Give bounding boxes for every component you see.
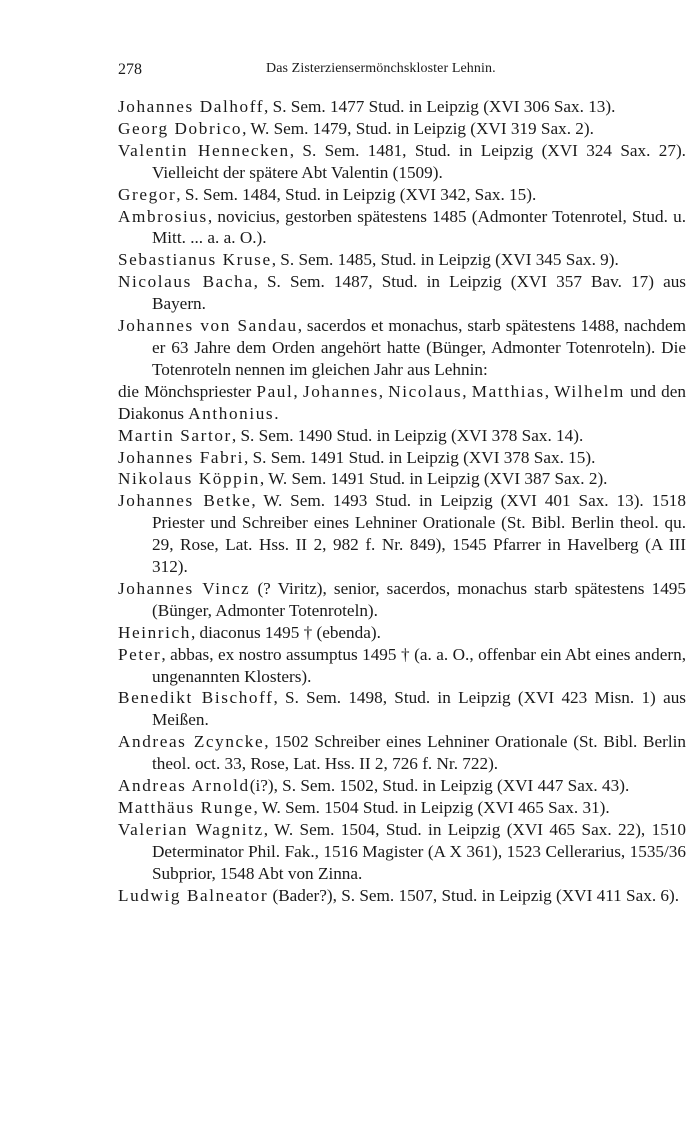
- entry-text: (? Viritz), senior, sacerdos, monachus starb spätestens 1495 (Bünger, Admonter Totenroteln).: [152, 578, 686, 620]
- entry-name: Gregor: [118, 184, 177, 204]
- entry-text: , sacerdos et monachus, starb spätestens 1488, nachdem er 63 Jahre dem Orden angehört hatte (Bünger, Admonter Totenroteln). Die Totenroteln nennen im gleichen Jahr aus Lehnin:: [152, 316, 686, 379]
- entry: [118, 96, 686, 118]
- entry-text: , W. Sem. 1504 Stud. in Leipzig (XVI 465 Sax. 31).: [253, 798, 610, 817]
- page-header: [118, 61, 686, 85]
- entry-name: Georg Dobrico: [118, 118, 243, 138]
- name-separator: ,: [544, 381, 555, 401]
- entry: [118, 644, 686, 688]
- entry-name: Johannes Vincz: [118, 578, 251, 598]
- entry: [118, 687, 686, 731]
- entry: [118, 622, 686, 644]
- name-separator: ,: [462, 381, 472, 401]
- continuation-intro: die Mönchspriester: [118, 381, 257, 401]
- entry-text: , S. Sem. 1498, Stud. in Leipzig (XVI 423 Misn. 1) aus Meißen.: [152, 688, 686, 730]
- entry-name: Nicolaus Bacha: [118, 272, 254, 292]
- entry: [118, 184, 686, 206]
- entry-text: , diaconus 1495 † (ebenda).: [190, 622, 381, 642]
- monk-name: Paul: [256, 381, 294, 401]
- entry: [118, 797, 686, 819]
- entry: [118, 468, 686, 490]
- entry-text: , S. Sem. 1481, Stud. in Leipzig (XVI 324 Sax. 27). Vielleicht der spätere Abt Valentin (1509).: [152, 140, 686, 182]
- entry: [118, 206, 686, 250]
- entry-text: , S. Sem. 1484, Stud. in Leipzig (XVI 342, Sax. 15).: [176, 184, 537, 204]
- entry: [118, 447, 686, 469]
- entry-text: , S. Sem. 1477 Stud. in Leipzig (XVI 306 Sax. 13).: [264, 97, 616, 116]
- entry-name: Heinrich: [118, 622, 191, 642]
- entry-text: , W. Sem. 1491 Stud. in Leipzig (XVI 387 Sax. 2).: [259, 469, 608, 489]
- entry-name: Valentin Hennecken: [118, 140, 290, 160]
- entry-text: , 1502 Schreiber eines Lehniner Orationale (St. Bibl. Berlin theol. oct. 33, Rose, Lat. Hss. II 2, 726 f. Nr. 722).: [152, 732, 687, 774]
- continuation-end: .: [274, 403, 279, 423]
- entry-name: Matthäus Runge: [118, 798, 254, 817]
- entry-text: , S. Sem. 1490 Stud. in Leipzig (XVI 378 Sax. 14).: [231, 425, 584, 445]
- entry-text: , S. Sem. 1487, Stud. in Leipzig (XVI 357 Bav. 17) aus Bayern.: [152, 272, 686, 314]
- entry: [118, 249, 686, 271]
- deacon-name: Anthonius: [188, 403, 275, 423]
- continuation-mid: und den Diakonus: [118, 381, 686, 423]
- entry-name: Peter: [118, 644, 162, 664]
- entry: [118, 271, 686, 315]
- entry-text: , W. Sem. 1493 Stud. in Leipzig (XVI 401 Sax. 13). 1518 Priester und Schreiber eines Lehniner Orationale (St. Bibl. Berlin theol. qu. 29, Rose, Lat. Hss. II 2, 982 f. Nr. 849), 1545 Pfarrer in Havelberg (A III 312).: [152, 491, 686, 577]
- entry-text: , W. Sem. 1479, Stud. in Leipzig (XVI 319 Sax. 2).: [242, 118, 594, 138]
- name-separator: ,: [378, 381, 389, 401]
- monk-name: Johannes: [302, 381, 379, 401]
- entry-name: Johannes Betke: [118, 491, 252, 511]
- name-separator: ,: [293, 381, 303, 401]
- entry: [118, 731, 686, 775]
- entry-text: , S. Sem. 1485, Stud. in Leipzig (XVI 345 Sax. 9).: [271, 250, 619, 270]
- running-title: Das Zisterziensermönchskloster Lehnin.: [266, 61, 496, 76]
- entry-name: Sebastianus Kruse: [118, 250, 272, 270]
- entry: [118, 885, 686, 907]
- entry-name: Johannes Fabri: [118, 447, 244, 467]
- entry-name: Andreas Zcyncke: [118, 732, 265, 752]
- entry-name: Johannes Dalhoff: [118, 97, 265, 116]
- entry: [118, 775, 686, 797]
- entry: [118, 490, 686, 578]
- entry-name: Ambrosius: [118, 206, 208, 226]
- entry-name: Martin Sartor: [118, 425, 232, 445]
- entry: [118, 315, 686, 381]
- entry-name: Ludwig Balneator: [118, 885, 269, 905]
- monk-name: Matthias: [471, 381, 545, 401]
- entry: [118, 819, 686, 885]
- monk-name: Wilhelm: [554, 381, 625, 401]
- entry-continuation: [118, 381, 686, 425]
- entry: [118, 578, 686, 622]
- entry-text: , novicius, gestorben spätestens 1485 (Admonter Totenrotel, Stud. u. Mitt. ... a. a. O.).: [152, 206, 686, 248]
- entry-text: (Bader?), S. Sem. 1507, Stud. in Leipzig (XVI 411 Sax. 6).: [268, 885, 680, 905]
- entry-list: [118, 96, 686, 907]
- entry-text: (i?), S. Sem. 1502, Stud. in Leipzig (XVI 447 Sax. 43).: [249, 776, 630, 796]
- monk-name: Nicolaus: [388, 381, 463, 401]
- entry-text: , S. Sem. 1491 Stud. in Leipzig (XVI 378 Sax. 15).: [244, 447, 596, 467]
- entry-name: Johannes von Sandau: [118, 316, 298, 336]
- entry: [118, 118, 686, 140]
- page-number: 278: [118, 61, 142, 78]
- entry-name: Nikolaus Köppin: [118, 469, 260, 489]
- entry: [118, 140, 686, 184]
- entry: [118, 425, 686, 447]
- entry-text: , abbas, ex nostro assumptus 1495 † (a. a. O., offenbar ein Abt eines andern, ungenannten Klosters).: [152, 644, 686, 686]
- entry-text: , W. Sem. 1504, Stud. in Leipzig (XVI 465 Sax. 22), 1510 Determinator Phil. Fak., 1516 Magister (A X 361), 1523 Cellerarius, 1535/36 Subprior, 1548 Abt von Zinna.: [152, 819, 686, 883]
- entry-name: Valerian Wagnitz: [118, 819, 264, 839]
- entry-name: Benedikt Bischoff: [118, 688, 274, 708]
- entry-name: Andreas Arnold: [118, 776, 250, 796]
